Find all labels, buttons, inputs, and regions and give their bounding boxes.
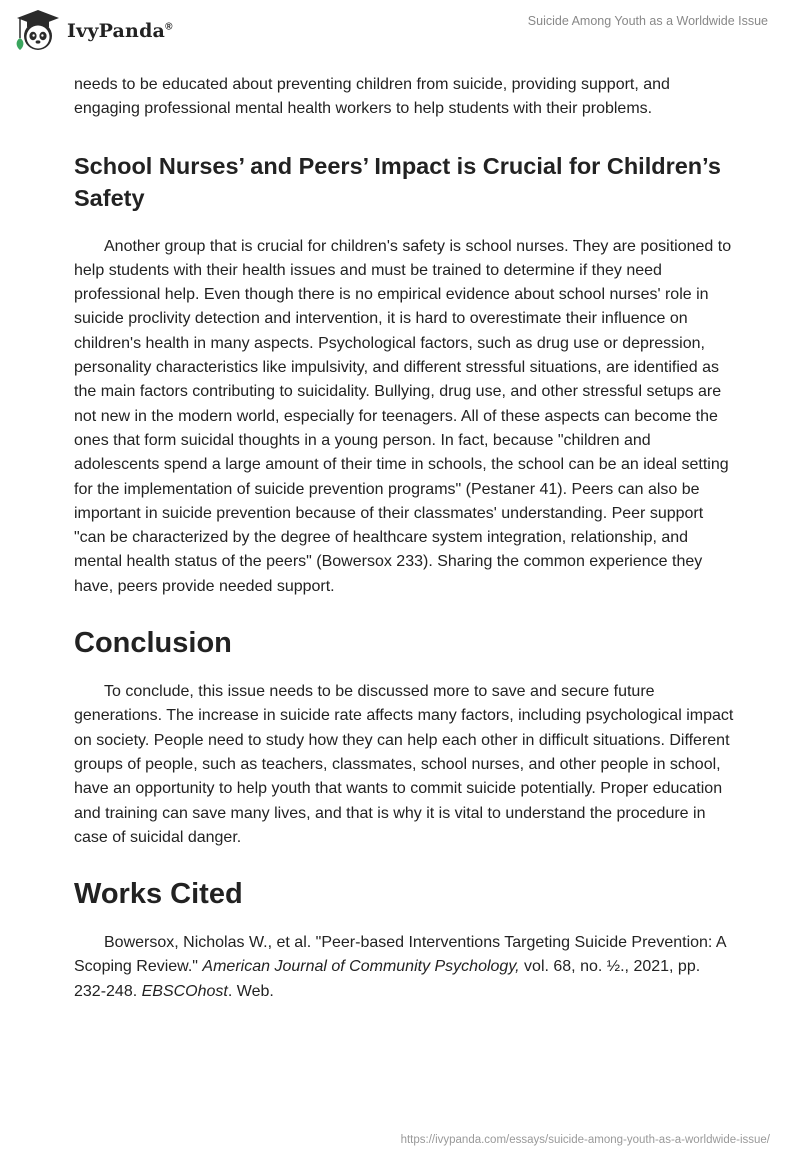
nurses-peers-paragraph: Another group that is crucial for children's safety is school nurses. They are positioned to help students with their health issues and must be trained to determine if they need professional help. Even though there is no empirical evidence about school nurses' role in suicide proclivity detection and intervention, it is hard to overestimate their influence on children's health in many aspects. Psychological factors, such as drug use or depression, personality characteristics like impulsivity, and different stressful situations, are identified as the main factors contributing to suicidality. Bullying, drug use, and other stressful setups are not new in the modern world, especially for teenagers. All of these aspects can become the ones that form suicidal thoughts in a young person. In fact, because "children and adolescents spend a large amount of their time in schools, the school can be an ideal setting for the implementation of suicide prevention programs" (Pestaner 41). Peers can also be important in suicide prevention because of their classmates' understanding. Peer support "can be characterized by the degree of healthcare system integration, relationship, and mental health status of the peers" (Bowersox 233). Sharing the common experience they have, peers provide needed support.	[74, 237, 732, 595]
page-header	[0, 0, 800, 62]
citation-text-part3: . Web.	[227, 982, 274, 1000]
citation-database: EBSCOhost	[141, 982, 228, 1000]
citation-entry	[74, 931, 734, 1004]
intro-paragraph: needs to be educated about preventing children from suicide, providing support, and engaging professional mental health workers to help students with their problems.	[74, 76, 670, 118]
section-heading-conclusion: Conclusion	[74, 627, 232, 660]
section-heading-nurses-peers: School Nurses’ and Peers’ Impact is Crucial for Children’s Safety	[74, 152, 721, 211]
ivypanda-logo[interactable]	[14, 8, 173, 52]
citation-journal: American Journal of Community Psychology,	[202, 958, 520, 976]
essay-content	[74, 73, 734, 1004]
document-title: Suicide Among Youth as a Worldwide Issue	[527, 14, 768, 28]
citation-text-part1: Bowersox, Nicholas W., et al. "Peer-based Interventions Targeting Suicide Prevention: A Scoping Review."	[74, 934, 726, 976]
citation-text-part2: vol. 68, no. ½., 2021, pp. 232-248.	[74, 958, 701, 1000]
conclusion-paragraph: To conclude, this issue needs to be discussed more to save and secure future generations. The increase in suicide rate affects many factors, including psychological impact on society. People need to study how they can help each other in difficult situations. Different groups of people, such as teachers, classmates, school nurses, and other people in school, have an opportunity to help youth that wants to commit suicide potentially. Proper education and training can save many lives, and that is why it is vital to understand the procedure in case of suicidal danger.	[74, 683, 734, 846]
section-heading-works-cited: Works Cited	[74, 878, 243, 911]
brand-name: IvyPanda®	[67, 20, 173, 42]
registered-mark: ®	[165, 21, 173, 33]
footer-url-link[interactable]: https://ivypanda.com/essays/suicide-among-youth-as-a-worldwide-issue/	[400, 1134, 770, 1146]
panda-logo-icon	[14, 8, 62, 52]
